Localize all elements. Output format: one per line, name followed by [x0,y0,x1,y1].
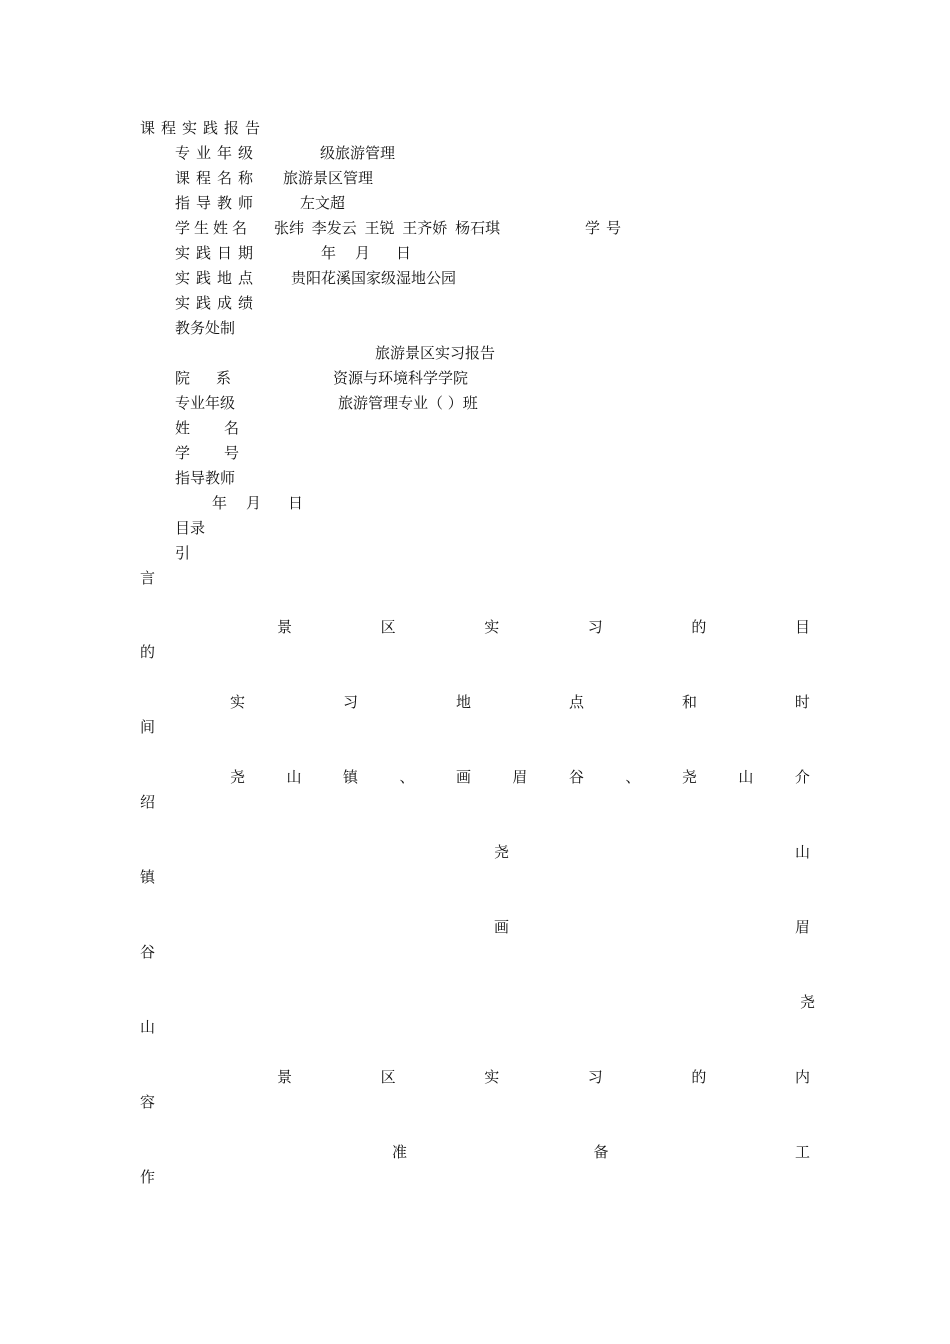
toc-entry-line2: 山 [140,1018,156,1036]
toc-entry-char: 内 [794,1068,810,1086]
toc-entry-char: 的 [691,1068,707,1086]
toc-entry-line1 [140,993,816,1011]
cover-date-label: 实践日期 [175,244,260,262]
report-date-month: 月 [246,494,262,512]
toc-entry-char: 目 [794,618,810,636]
cover-course-label: 课程名称 [175,169,260,187]
toc-entry-line2: 的 [140,643,156,661]
toc-entry-line2: 绍 [140,793,156,811]
toc-intro-line2: 言 [140,569,156,587]
toc-entry-line1 [140,1068,810,1086]
report-dept-label: 院系 [175,369,258,387]
cover-grade-label: 实践成绩 [175,294,260,312]
toc-entry-line2: 作 [140,1168,156,1186]
toc-entry-line2: 容 [140,1093,156,1111]
toc-intro-line1: 引 [175,544,191,562]
toc-entry-char: 、 [399,768,415,786]
report-major-label: 专业年级 [175,394,236,412]
toc-entry-char: 时 [794,693,810,711]
cover-place-value: 贵阳花溪国家级湿地公园 [291,269,457,287]
toc-entry-char: 尧 [230,768,246,786]
toc-entry-char: 画 [455,768,471,786]
report-name-label: 姓名 [175,419,274,437]
toc-entry-char: 准 [392,1143,408,1161]
toc-entry-line1 [140,1143,810,1161]
toc-entry-char: 实 [484,1068,500,1086]
cover-student-label: 学生姓名 [175,219,252,237]
cover-place-label: 实践地点 [175,269,260,287]
toc-entry-line1 [140,843,810,861]
toc-entry-char: 景 [277,1068,293,1086]
toc-heading: 目录 [175,519,206,537]
toc-entry-line1 [140,693,810,711]
report-date-day: 日 [288,494,304,512]
toc-entry-char: 尧 [681,768,697,786]
toc-entry-char: 尧 [800,993,816,1011]
toc-entry-char: 区 [380,1068,396,1086]
toc-entry-char: 习 [587,618,603,636]
toc-entry-char: 介 [794,768,810,786]
cover-teacher-label: 指导教师 [175,194,260,212]
toc-entry-char: 镇 [342,768,358,786]
cover-title: 课程实践报告 [140,119,267,137]
toc-entry-char: 的 [691,618,707,636]
toc-entry-char: 备 [593,1143,609,1161]
toc-entry-line2: 间 [140,718,156,736]
report-advisor-label: 指导教师 [175,469,236,487]
toc-entry-char: 实 [484,618,500,636]
toc-entry-char: 山 [286,768,302,786]
cover-date-year: 年 [321,244,337,262]
toc-entry-line2: 谷 [140,943,156,961]
cover-major-value: 级旅游管理 [320,144,396,162]
report-dept-value: 资源与环境科学学院 [333,369,469,387]
report-major-value: 旅游管理专业（ ）班 [338,394,478,412]
cover-student-id-label: 学号 [585,219,628,237]
toc-entry-char: 、 [625,768,641,786]
toc-entry-char: 谷 [568,768,584,786]
toc-entry-char: 山 [738,768,754,786]
toc-entry-char: 景 [277,618,293,636]
cover-course-value: 旅游景区管理 [283,169,374,187]
toc-entry-char: 工 [794,1143,810,1161]
report-date-year: 年 [212,494,228,512]
cover-date-day: 日 [396,244,412,262]
cover-major-label: 专业年级 [175,144,260,162]
toc-entry-line1 [140,768,810,786]
report-title: 旅游景区实习报告 [375,344,496,362]
toc-entry-char: 画 [494,918,510,936]
toc-entry-char: 区 [380,618,396,636]
toc-entry-line1 [140,918,810,936]
toc-entry-char: 和 [681,693,697,711]
toc-entry-char: 眉 [512,768,528,786]
cover-office: 教务处制 [175,319,236,337]
toc-entry-char: 地 [455,693,471,711]
toc-entry-char: 习 [342,693,358,711]
toc-entry-line1 [140,618,810,636]
cover-student-names: 张纬 李发云 王锐 王齐娇 杨石琪 [274,219,501,237]
toc-entry-char: 习 [587,1068,603,1086]
toc-entry-char: 尧 [494,843,510,861]
toc-entry-line2: 镇 [140,868,156,886]
toc-entry-char: 实 [230,693,246,711]
toc-entry-char: 点 [568,693,584,711]
toc-entry-char: 山 [794,843,810,861]
cover-teacher-value: 左文超 [300,194,346,212]
cover-date-month: 月 [355,244,371,262]
report-id-label: 学号 [175,444,274,462]
toc-entry-char: 眉 [794,918,810,936]
